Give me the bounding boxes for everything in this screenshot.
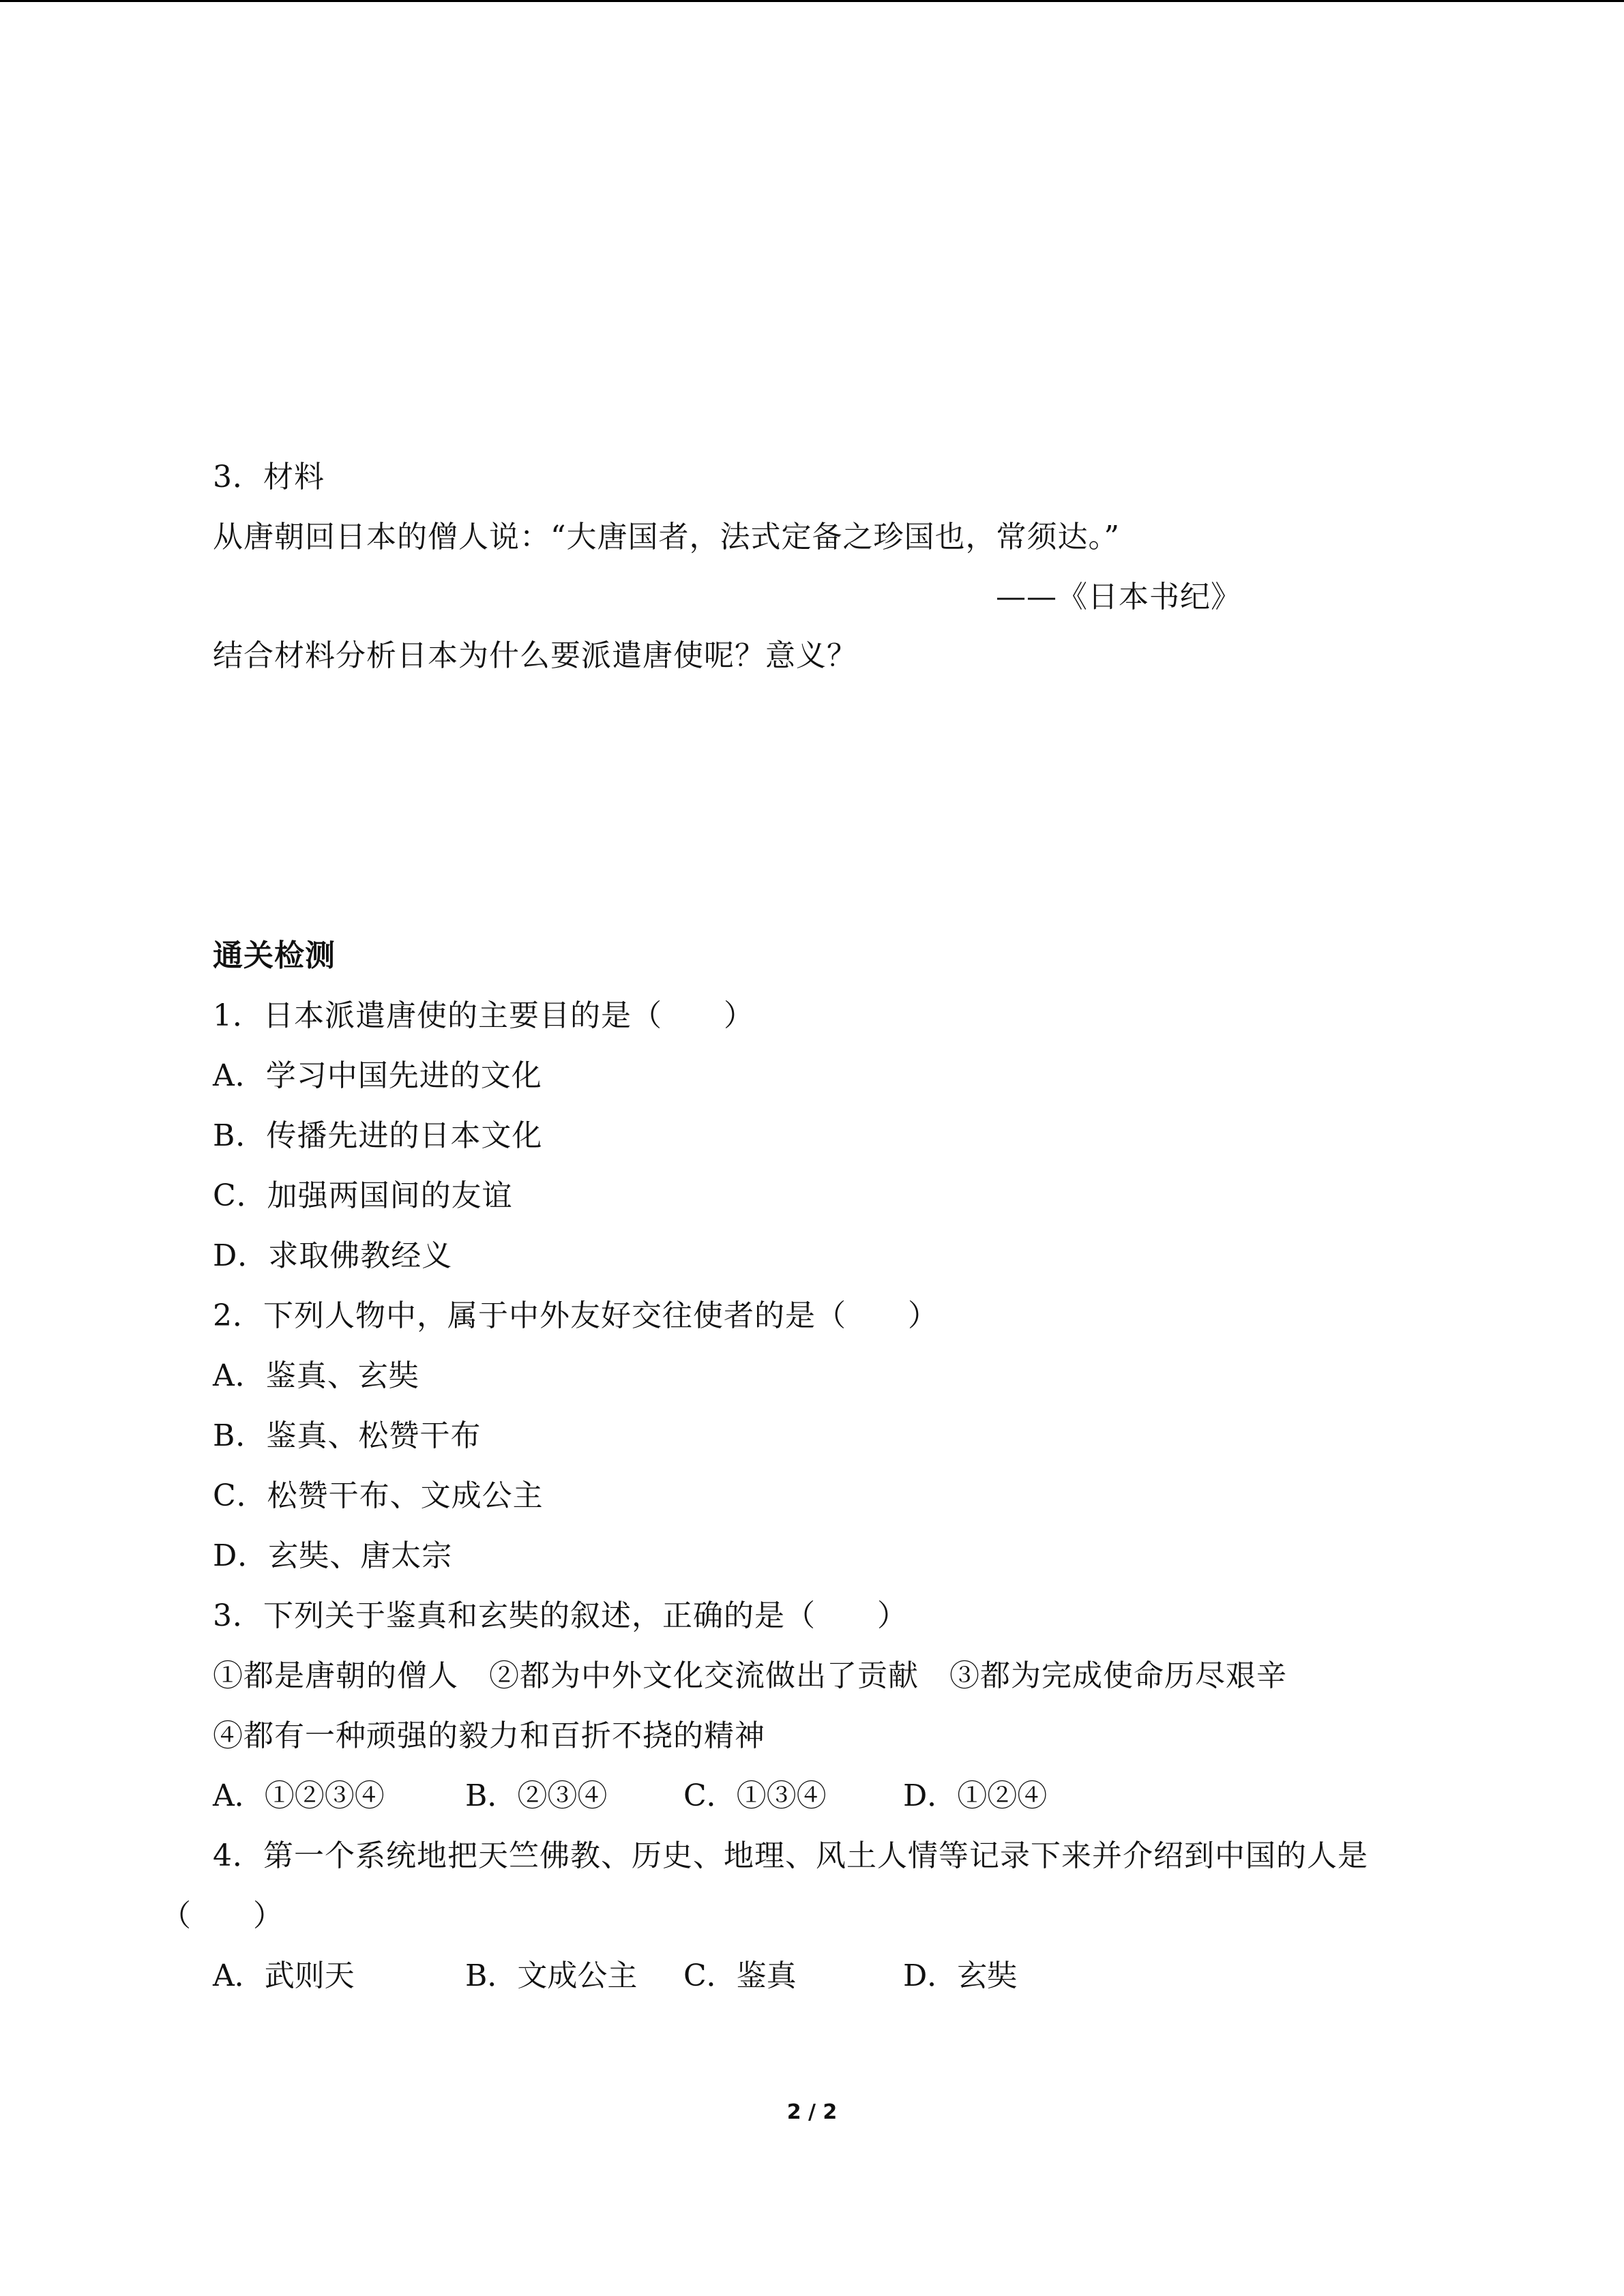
q2-option-a: A．鉴真、玄奘: [213, 1358, 419, 1393]
q4-option-a: A．武则天: [213, 1958, 355, 1993]
q2-stem: 2．下列人物中，属于中外友好交往使者的是（ ）: [213, 1298, 939, 1333]
section-title: 通关检测: [213, 938, 336, 973]
q1-option-a: A．学习中国先进的文化: [213, 1058, 542, 1093]
q4-stem-line-2: （ ）: [161, 1898, 284, 1933]
q4-stem-line-1: 4．第一个系统地把天竺佛教、历史、地理、风土人情等记录下来并介绍到中国的人是: [213, 1838, 1368, 1873]
material-source: ——《日本书纪》: [996, 580, 1241, 614]
q3-statements-2: ④都有一种顽强的毅力和百折不挠的精神: [213, 1718, 765, 1753]
q1-option-d: D．求取佛教经义: [213, 1238, 453, 1273]
page-number: 2 / 2: [786, 2100, 838, 2124]
q2-option-b: B．鉴真、松赞干布: [213, 1418, 482, 1453]
material-quote: 从唐朝回日本的僧人说：“大唐国者，法式定备之珍国也，常须达。”: [213, 520, 1120, 554]
material-question: 结合材料分析日本为什么要派遣唐使呢？意义？: [213, 638, 857, 673]
q4-option-b: B．文成公主: [465, 1958, 638, 1993]
material-number: 3．材料: [213, 460, 325, 494]
q1-option-b: B．传播先进的日本文化: [213, 1118, 543, 1153]
q3-option-a: A．①②③④: [213, 1778, 385, 1813]
q3-stem: 3．下列关于鉴真和玄奘的叙述，正确的是（ ）: [213, 1598, 908, 1633]
q3-option-c: C．①③④: [683, 1778, 827, 1813]
q1-stem: 1．日本派遣唐使的主要目的是（ ）: [213, 998, 754, 1033]
q3-option-d: D．①②④: [903, 1778, 1048, 1813]
q3-option-b: B．②③④: [465, 1778, 608, 1813]
q3-statements-1: ①都是唐朝的僧人 ②都为中外文化交流做出了贡献 ③都为完成使命历尽艰辛: [213, 1658, 1287, 1693]
top-border: [0, 0, 1624, 2]
q4-option-d: D．玄奘: [903, 1958, 1018, 1993]
q2-option-d: D．玄奘、唐太宗: [213, 1538, 453, 1573]
q4-option-c: C．鉴真: [683, 1958, 797, 1993]
q1-option-c: C．加强两国间的友谊: [213, 1178, 513, 1213]
q2-option-c: C．松赞干布、文成公主: [213, 1478, 544, 1513]
